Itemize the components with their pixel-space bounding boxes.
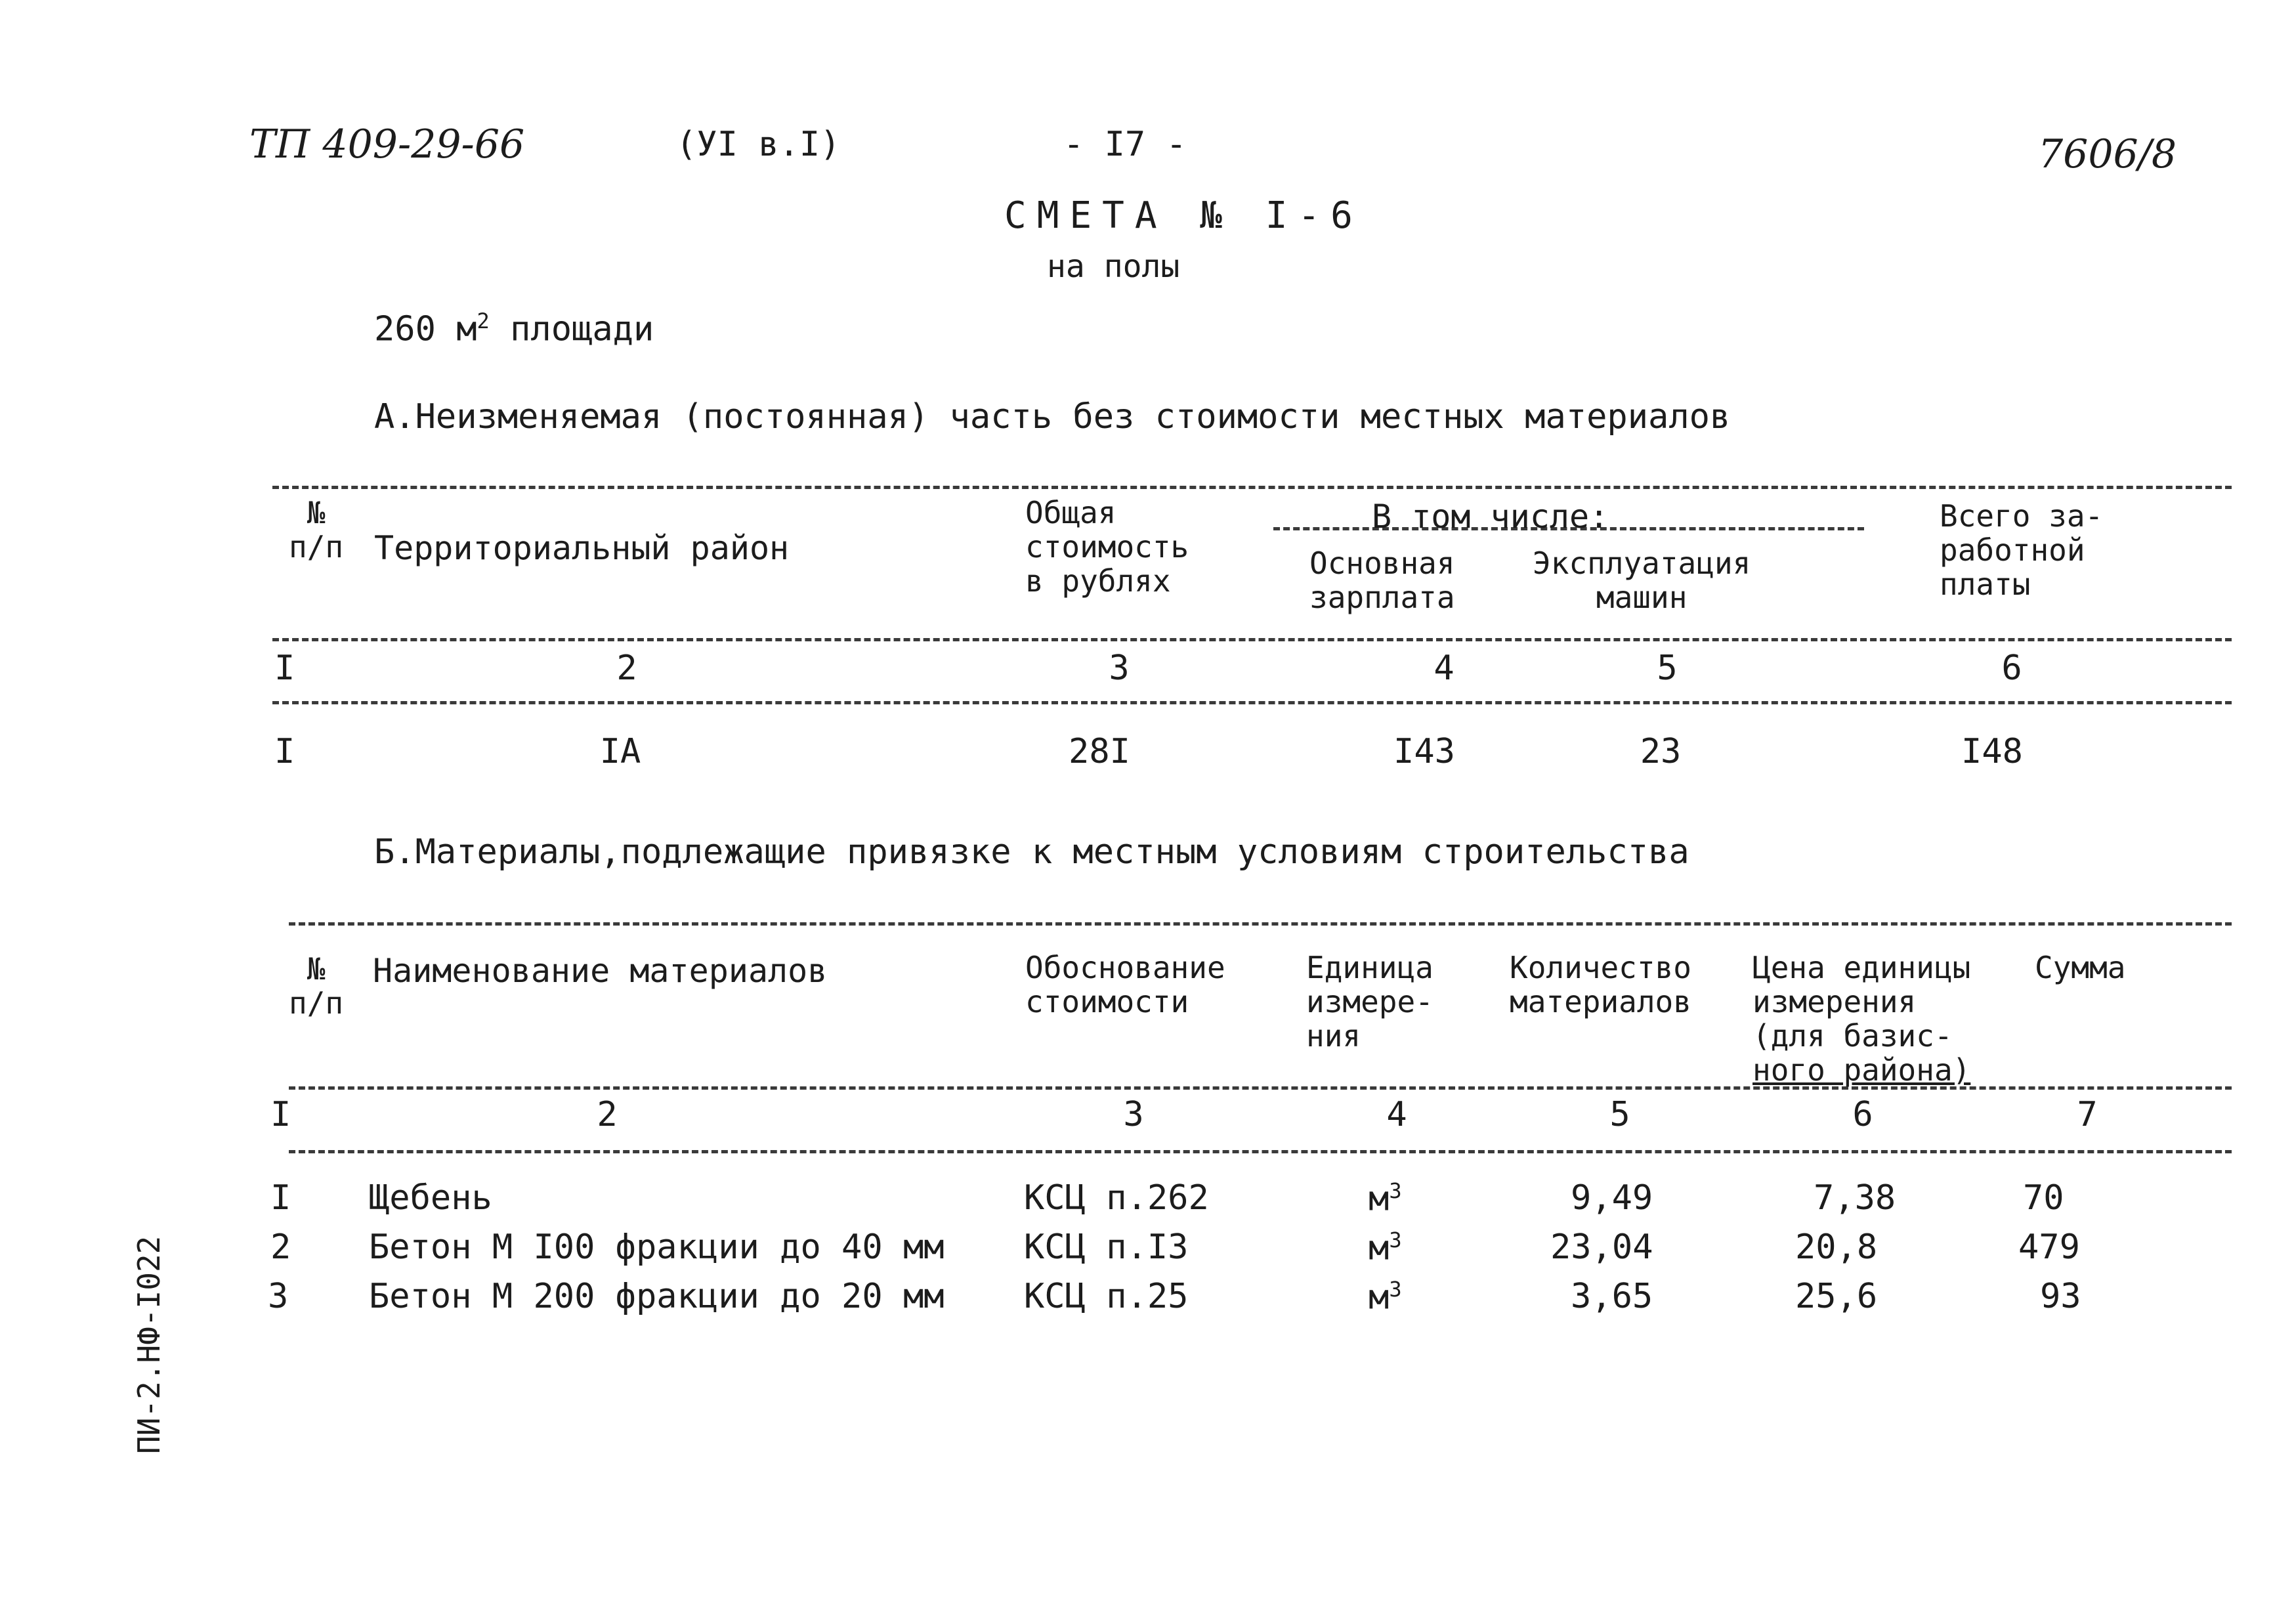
section-b-heading: Б.Материалы,подлежащие привязке к местным условиям строительства: [374, 832, 1689, 872]
table-b-row-sum: 93: [2040, 1277, 2081, 1316]
total-header-line3: в рублях: [1025, 563, 1171, 599]
table-b-colnum-7: 7: [2077, 1095, 2098, 1134]
table-b-colnum-rule: [289, 1150, 2232, 1153]
table-b-row-basis: КСЦ п.25: [1024, 1277, 1189, 1316]
table-b-num-header: [289, 952, 343, 1020]
table-a-header-rule: [272, 638, 2232, 641]
table-b-row-price: 25,6: [1795, 1277, 1878, 1316]
unit-exponent: 3: [1389, 1277, 1402, 1302]
table-b-row-price: 7,38: [1814, 1178, 1896, 1218]
table-a-top-rule: [272, 486, 2232, 489]
margin-note: ПИ-2.НФ-I022: [131, 1235, 167, 1454]
table-a-all-wage-header: [1940, 499, 2103, 601]
table-b-row-sum: 479: [2018, 1228, 2080, 1267]
table-a-row-all-wage: I48: [1961, 732, 2023, 771]
table-a-colnum-6: 6: [2001, 649, 2022, 688]
table-b-row-sum: 70: [2023, 1178, 2064, 1218]
area-label: площади: [510, 309, 654, 349]
table-b-name-header: Наименование материалов: [373, 952, 828, 990]
table-b-colnum-6: 6: [1852, 1095, 1873, 1134]
table-a-colnum-4: 4: [1434, 649, 1455, 688]
table-a-num-header: [289, 496, 343, 564]
table-b-row-num: 3: [268, 1277, 289, 1316]
machines-header-line2: машин: [1596, 580, 1688, 615]
unit-text: м: [1369, 1277, 1390, 1317]
document-subtitle: на полы: [1047, 248, 1180, 285]
table-a-total-header: [1025, 496, 1189, 598]
table-a-colnum-rule: [272, 701, 2232, 704]
table-a-including-header: В том числе:: [1372, 498, 1609, 536]
price-header-line2: измерения: [1752, 984, 1917, 1019]
table-b-row-qty: 3,65: [1571, 1277, 1653, 1316]
table-a-row-total: 28I: [1069, 732, 1130, 771]
unit-header-line1: Единица: [1306, 950, 1434, 985]
table-a-wage-header: [1309, 546, 1455, 614]
table-b-row-num: 2: [270, 1228, 291, 1267]
area-exponent: 2: [477, 309, 490, 333]
unit-exponent: 3: [1389, 1178, 1402, 1203]
wage-header-line1: Основная: [1309, 545, 1455, 581]
total-header-line1: Общая: [1025, 495, 1116, 530]
table-a-colnum-2: 2: [616, 649, 637, 688]
table-a-colnum-5: 5: [1657, 649, 1678, 688]
table-b-row-basis: КСЦ п.I3: [1024, 1228, 1189, 1267]
table-b-unit-header: [1306, 951, 1434, 1053]
table-b-price-header: [1752, 951, 1970, 1087]
basis-header-line2: стоимости: [1025, 984, 1189, 1019]
table-b-qty-header: [1510, 951, 1691, 1019]
table-a-colnum-1: I: [274, 649, 295, 688]
table-b-row-name: Щебень: [369, 1178, 492, 1218]
table-b-row-price: 20,8: [1795, 1228, 1878, 1267]
table-b-row-qty: 9,49: [1571, 1178, 1653, 1218]
volume-label: (УI в.I): [676, 125, 841, 164]
table-b-colnum-2: 2: [597, 1095, 618, 1134]
table-b-row-unit: [1369, 1277, 1402, 1317]
table-a-row-machines: 23: [1640, 732, 1682, 771]
table-b-row-basis: КСЦ п.262: [1024, 1178, 1209, 1218]
document-title: СМЕТА № I-6: [1004, 194, 1363, 237]
price-header-line1: Цена единицы: [1752, 950, 1971, 985]
machines-header-line1: Эксплуатация: [1533, 545, 1751, 581]
table-b-colnum-4: 4: [1386, 1095, 1407, 1134]
table-b-row-name: Бетон М 200 фракции до 20 мм: [369, 1277, 945, 1316]
all-wage-header-line3: платы: [1940, 566, 2031, 602]
b-num-header-line1: №: [307, 951, 326, 987]
all-wage-header-line1: Всего за-: [1940, 498, 2104, 534]
table-b-colnum-5: 5: [1609, 1095, 1630, 1134]
area-value: 260 м: [374, 309, 477, 349]
wage-header-line2: зарплата: [1309, 580, 1455, 615]
table-a-row-district: IА: [599, 732, 641, 771]
qty-header-line2: материалов: [1510, 984, 1691, 1019]
total-header-line2: стоимость: [1025, 529, 1189, 565]
b-num-header-line2: п/п: [289, 985, 344, 1021]
all-wage-header-line2: работной: [1940, 532, 2085, 568]
table-b-sum-header: Сумма: [2035, 950, 2126, 985]
price-header-line3: (для базис-: [1752, 1018, 1953, 1054]
unit-header-line3: ния: [1306, 1018, 1361, 1054]
unit-text: м: [1369, 1228, 1390, 1268]
basis-header-line1: Обоснование: [1025, 950, 1225, 985]
qty-header-line1: Количество: [1510, 950, 1691, 985]
table-a-district-header: Территориальный район: [374, 529, 790, 567]
unit-header-line2: измере-: [1306, 984, 1434, 1019]
num-header-line1: №: [307, 495, 326, 530]
table-a-row-num: I: [274, 732, 295, 771]
price-header-line4: ного района): [1752, 1052, 1971, 1088]
page-number: - I7 -: [1063, 125, 1187, 164]
table-a-machines-header: [1533, 546, 1751, 614]
table-b-top-rule: [289, 922, 2232, 926]
table-b-colnum-3: 3: [1123, 1095, 1144, 1134]
area-line: [374, 309, 654, 349]
section-a-heading: А.Неизменяемая (постоянная) часть без стоимости местных материалов: [374, 397, 1731, 437]
table-b-row-num: I: [270, 1178, 291, 1218]
unit-text: м: [1369, 1179, 1390, 1219]
num-header-line2: п/п: [289, 529, 344, 565]
sheet-code: 7606/8: [2038, 131, 2177, 177]
table-b-row-name: Бетон М I00 фракции до 40 мм: [369, 1228, 945, 1267]
table-a-colnum-3: 3: [1109, 649, 1130, 688]
table-b-colnum-1: I: [270, 1095, 291, 1134]
table-b-basis-header: [1025, 951, 1225, 1019]
table-b-row-unit: [1369, 1178, 1402, 1218]
project-code: ТП 409-29-66: [249, 121, 525, 167]
table-a-row-wage: I43: [1393, 732, 1455, 771]
table-b-row-unit: [1369, 1228, 1402, 1268]
unit-exponent: 3: [1389, 1228, 1402, 1252]
table-b-row-qty: 23,04: [1550, 1228, 1653, 1267]
